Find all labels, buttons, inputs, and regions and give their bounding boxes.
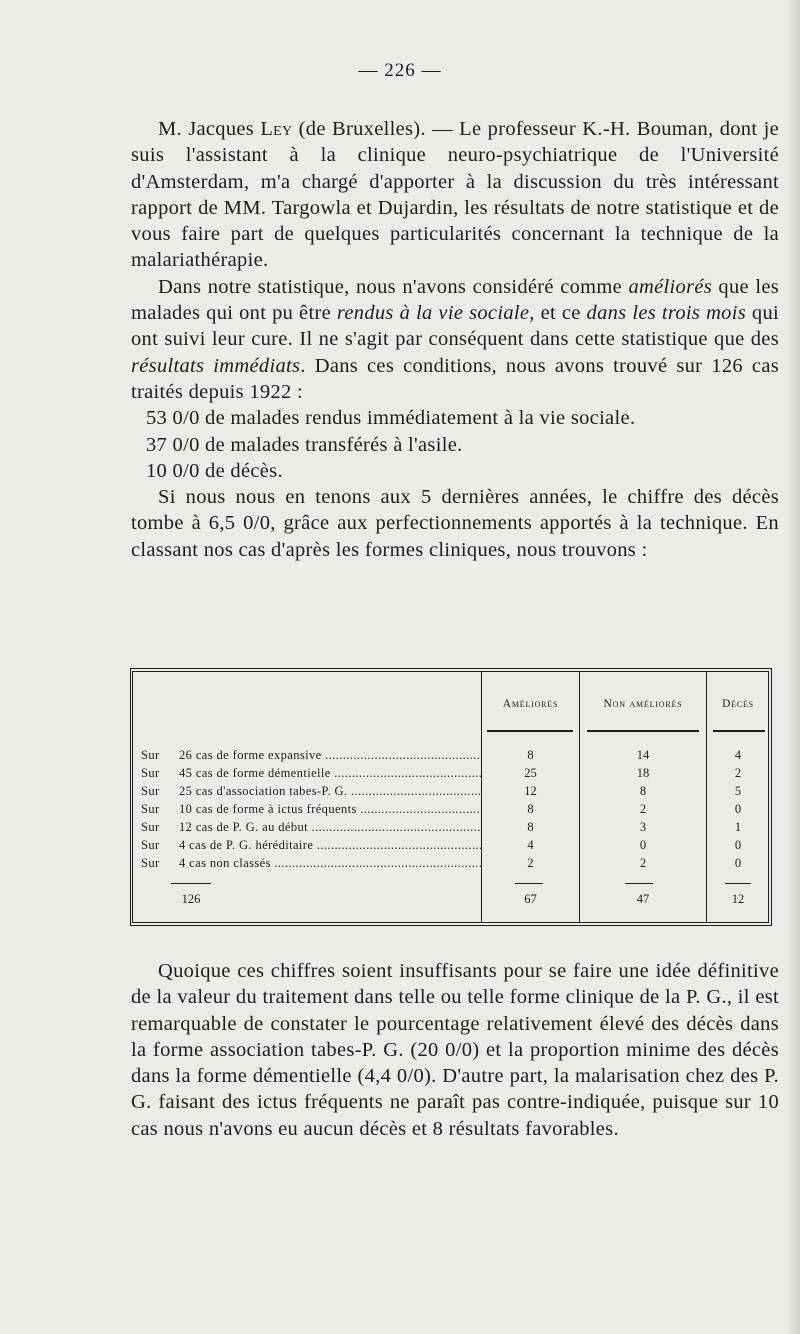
paragraph-statistics (131, 274, 779, 405)
cell-ameliores: 12 (524, 784, 537, 798)
emphasis: rendus à la vie sociale (336, 302, 530, 325)
row-description: 4 cas de P. G. héréditaire ..... (179, 838, 481, 852)
emphasis: résultats immédiats (131, 354, 301, 377)
header-rule (587, 730, 699, 732)
cell-ameliores: 25 (524, 766, 537, 780)
stat-line: 53 0/0 de malades rendus immédiatement à la vie sociale. (146, 407, 636, 430)
stat-line: 10 0/0 de décès. (146, 459, 283, 482)
results-table (130, 668, 772, 926)
page-edge-shadow (786, 0, 800, 1334)
total-rule (625, 883, 653, 884)
cell-non-ameliores: 2 (639, 802, 647, 816)
row-label (141, 801, 481, 818)
text-segment: , et ce (529, 302, 587, 325)
header-rule (487, 730, 573, 732)
row-label (141, 783, 481, 800)
cell-non-ameliores: 3 (639, 820, 647, 834)
total-rule (725, 883, 751, 884)
row-label (141, 747, 481, 764)
row-description: 25 cas d'association tabes-P. G. ..... (179, 784, 481, 798)
table-row (133, 801, 768, 818)
cell-ameliores: 8 (527, 748, 534, 762)
table-row (133, 837, 768, 854)
author-name: Ley (260, 118, 293, 140)
page-number: — 226 — (358, 60, 442, 81)
row-description: 12 cas de P. G. au début ..... (179, 820, 481, 834)
cell-ameliores: 4 (527, 838, 534, 852)
paragraph-intro (131, 116, 779, 274)
cell-ameliores: 8 (527, 802, 534, 816)
paragraph-conclusion: Quoique ces chiffres soient insuffisants pour se faire une idée définitive de la valeur du traitement dans telle ou telle forme clinique de la P. G., il est remarquable de constater le pourcentage relativement élevé des décès dans la forme association tabes-P. G. (20 0/0) et la proportion minime des décès dans la forme démentielle (4,4 0/0). D'autre part, la malarisation chez des P. G. faisant des ictus fréquents ne paraît pas contre-indiquée, puisque sur 10 cas nous n'avons eu aucun décès et 8 résultats favorables. (131, 960, 779, 1140)
text-segment: qui ont suivi leur cure. Il ne s'agit par conséquent dans cette statistique que des (131, 302, 779, 351)
paragraph-five-years: Si nous nous en tenons aux 5 dernières années, le chiffre des décès tombe à 6,5 0/0, grâce aux perfectionnements apportés à la technique. En classant nos cas d'après les formes cliniques, nous trouvons : (131, 486, 779, 561)
cell-non-ameliores: 14 (636, 748, 650, 762)
row-label (141, 765, 481, 782)
row-description: 4 cas non classés ..... (179, 856, 481, 870)
header-rule (713, 730, 765, 732)
total-ameliores: 67 (524, 892, 537, 906)
total-cases: 126 (181, 892, 201, 906)
row-prefix: Sur (141, 838, 160, 852)
cell-deces: 0 (734, 838, 742, 852)
cell-non-ameliores: 8 (639, 784, 647, 798)
stat-line: 37 0/0 de malades transférés à l'asile. (146, 433, 463, 456)
table-row (133, 819, 768, 836)
cell-non-ameliores: 0 (639, 838, 647, 852)
row-prefix: Sur (141, 820, 160, 834)
header-deces: Décès (722, 698, 754, 710)
table-row (133, 855, 768, 872)
cell-deces: 5 (734, 784, 742, 798)
row-prefix: Sur (141, 766, 160, 780)
total-deces: 12 (731, 892, 745, 906)
text-segment: Dans notre statistique, nous n'avons considéré comme (158, 275, 629, 298)
cell-ameliores: 8 (527, 820, 534, 834)
cell-deces: 2 (734, 766, 742, 780)
author-prefix: M. Jacques (158, 118, 261, 140)
text-segment: . Dans ces conditions, nous avons trouvé sur 126 cas traités depuis 1922 : (131, 354, 780, 403)
cell-deces: 0 (734, 856, 742, 870)
cell-deces: 1 (734, 820, 742, 834)
row-label (141, 855, 481, 872)
body-text-bottom (131, 958, 779, 1142)
row-description: 26 cas de forme expansive ..... (179, 748, 481, 762)
text-segment: que les malades qui ont pu être (131, 275, 779, 325)
emphasis: dans les trois mois (586, 302, 747, 325)
row-description: 45 cas de forme démentielle ..... (179, 766, 481, 780)
header-ameliores: Améliorés (502, 698, 559, 710)
row-prefix: Sur (141, 784, 160, 798)
total-rule (171, 883, 211, 884)
cell-ameliores: 2 (527, 856, 534, 870)
row-prefix: Sur (141, 856, 160, 870)
row-label (141, 819, 481, 836)
header-non-ameliores: Non améliorés (603, 698, 683, 710)
total-rule (515, 883, 543, 884)
body-text-top (131, 116, 779, 563)
cell-deces: 0 (734, 802, 742, 816)
row-label (141, 837, 481, 854)
emphasis: améliorés (628, 275, 713, 298)
cell-deces: 4 (734, 748, 742, 762)
row-prefix: Sur (141, 802, 160, 816)
table-row (133, 783, 768, 800)
total-non-ameliores: 47 (636, 892, 650, 906)
intro-text: (de Bruxelles). — Le professeur K.-H. Bouman, dont je suis l'assistant à la clinique neuro-psychiatrique de l'Université d'Amsterdam, m'a chargé d'apporter à la discussion du très intéressant rapport de MM. Targowla et Dujardin, les résultats de notre statistique et de vous faire part de quelques particularités concernant la technique de la malariathérapie. (131, 118, 779, 272)
row-prefix: Sur (141, 748, 160, 762)
cell-non-ameliores: 18 (636, 766, 650, 780)
table-row (133, 765, 768, 782)
row-description: 10 cas de forme à ictus fréquents ..... (179, 802, 481, 816)
cell-non-ameliores: 2 (639, 856, 647, 870)
table-row (133, 747, 768, 764)
table-total-row (133, 891, 768, 908)
